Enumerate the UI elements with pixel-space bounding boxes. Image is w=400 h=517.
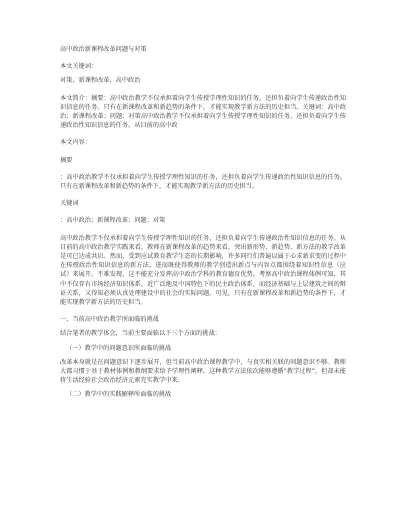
subheading-2: （二）教学中的实践解释所面临的挑战 xyxy=(66,391,172,399)
content-label: 本文内容： xyxy=(60,139,91,147)
keywords-text: ：高中政治；新课程改革；问题；对策 xyxy=(60,217,166,225)
section-heading-1: 一、当前高中政治教学所面临的挑战 xyxy=(60,316,159,324)
abstract-label: 摘要 xyxy=(60,156,73,164)
intro-paragraph: 本文简介：摘要：高中政治教学不仅承担着向学生传授学理性知识的任务，还担负着向学生传递政治性知识信息的任务。只有在新课程改革和新趋势的条件下，才能实现教学新方法的历史担当。关键词：高中政治；新课程改革；问题；对策高中政治教学不仅承担着向学生传授学理性知识的任务，还担负着向学生传递政治性知识信息的任务。从目前的高中政 xyxy=(60,94,346,130)
subheading-1: （一）教学中的问题意识所面临的挑战 xyxy=(66,344,172,352)
body-paragraph: 高中政治教学不仅承担着向学生传授学理性知识的任务，还担负着向学生传递政治性知识信息的任务。从目前的高中政治教学实践来看，教师在新课程改革的趋势来看，突出新形势、新趋势、新方法的教学改革是可已达成共识。然而，受到应试教育教学生态的长期影响，许多同行们普遍以属于心求新求变的过程中在传授政治性知识信息的新方法，进而既使得教师的教学创造出新点与内容点都围绕着知识性信息（应试）来展开。不难发现，这不能充分发挥高中政治学科的教育德育优势。考察高中政治课程体例可知，其中不仅存有市场经济知识体系、近广泛地及中国特色下的民主政治体系、而经济基础与上层建筑之间的辩证关系，又得知必须认真处理建设中的社会的实际问题。可见，只有在新课程改革和新趋势的条件下，才能实现教学新方法的历史担当。 xyxy=(60,234,346,307)
abstract-text: ：高中政治教学不仅承担着向学生传授学理性知识的任务，还担负着向学生传递政治性知识信息的任务。只有在新课程改革和新趋势的条件下，才能实现教学新方法的历史担当。 xyxy=(60,173,346,191)
keywords-meta-line: 对策，新课程改革，高中政治 xyxy=(60,77,141,85)
section-1-intro: 结合笔者的教学体会，当前主要面临以下三个方面的挑战： xyxy=(60,330,221,338)
keywords-label: 关键词 xyxy=(60,200,79,208)
subsection-1-text: 改革本身就是在问题意识下逐步展开，但当前高中政治课程教学中，与真实相关联的问题意识不够。教师大都习惯于基于教材体例和教纲要求给予学理性阐释。这种教学方法依次能够遵循“教学过程”，但却未能将生活经验社会政治经济元素充实教学中来。 xyxy=(60,358,346,385)
doc-title: 高中政治新课程改革问题与对策 xyxy=(60,46,147,53)
keywords-meta-label: 本文关键词： xyxy=(60,63,98,71)
